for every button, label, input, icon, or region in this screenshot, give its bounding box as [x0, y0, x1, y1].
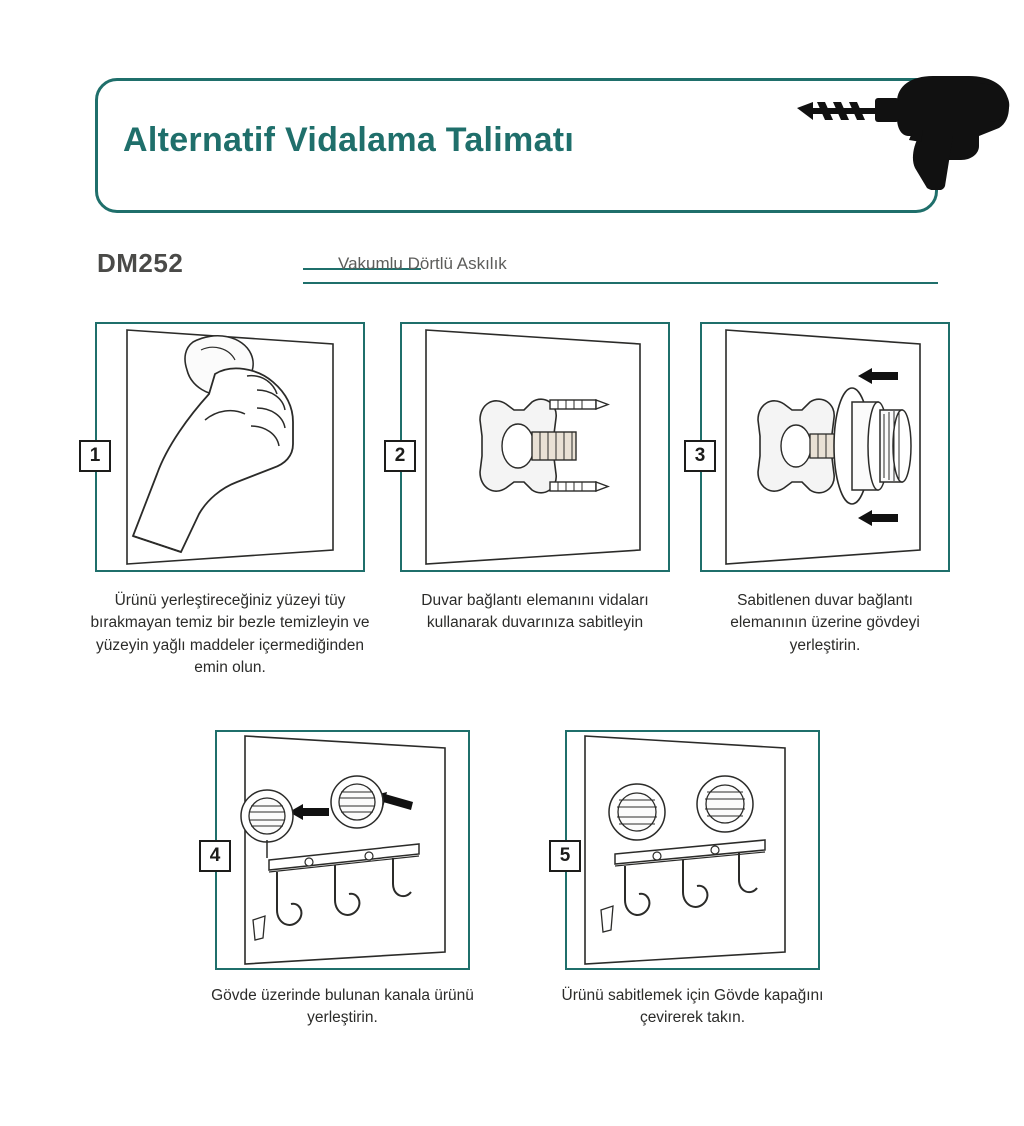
- wall-mount-screws-icon: [402, 324, 668, 570]
- step-3-badge: 3: [684, 440, 716, 472]
- step-1-panel: [95, 322, 365, 572]
- twist-cap-lock-icon: [567, 732, 818, 968]
- step-1-badge: 1: [79, 440, 111, 472]
- step-3-caption: Sabitlenen duvar bağlantı elemanının üzerine gövdeyi yerleştirin.: [730, 592, 920, 654]
- step-4-caption: Gövde üzerinde bulunan kanala ürünü yerleştirin.: [211, 987, 474, 1027]
- divider-line-bottom: [303, 282, 938, 284]
- steps-row-bottom: [0, 730, 1024, 1040]
- step-2-panel: [400, 322, 670, 572]
- step-3-panel: [700, 322, 950, 572]
- steps-row-top: [0, 322, 1024, 692]
- step-1-caption: Ürünü yerleştireceğiniz yüzeyi tüy bırakmayan temiz bir bezle temizleyin ve yüzeyin yağlı maddeler içermediğinden emin olun.: [90, 592, 370, 677]
- rack-into-channel-icon: [217, 732, 468, 968]
- product-code: DM252: [97, 248, 184, 278]
- product-name: Vakumlu Dörtlü Askılık: [338, 254, 507, 273]
- banner-notch-mask: [797, 52, 1012, 60]
- product-info-row: [95, 248, 938, 288]
- step-4-badge: 4: [199, 840, 231, 872]
- step-2-badge: 2: [384, 440, 416, 472]
- step-5-badge: 5: [549, 840, 581, 872]
- page-title: Alternatif Vidalama Talimatı: [123, 121, 575, 159]
- body-onto-mount-icon: [702, 324, 948, 570]
- step-4-panel: [215, 730, 470, 970]
- step-5-caption: Ürünü sabitlemek için Gövde kapağını çevirerek takın.: [561, 987, 824, 1027]
- drill-icon: [793, 50, 1024, 190]
- hand-wiping-wall-icon: [97, 324, 363, 570]
- step-5-panel: [565, 730, 820, 970]
- step-2-caption: Duvar bağlantı elemanını vidaları kullanarak duvarınıza sabitleyin: [421, 592, 649, 632]
